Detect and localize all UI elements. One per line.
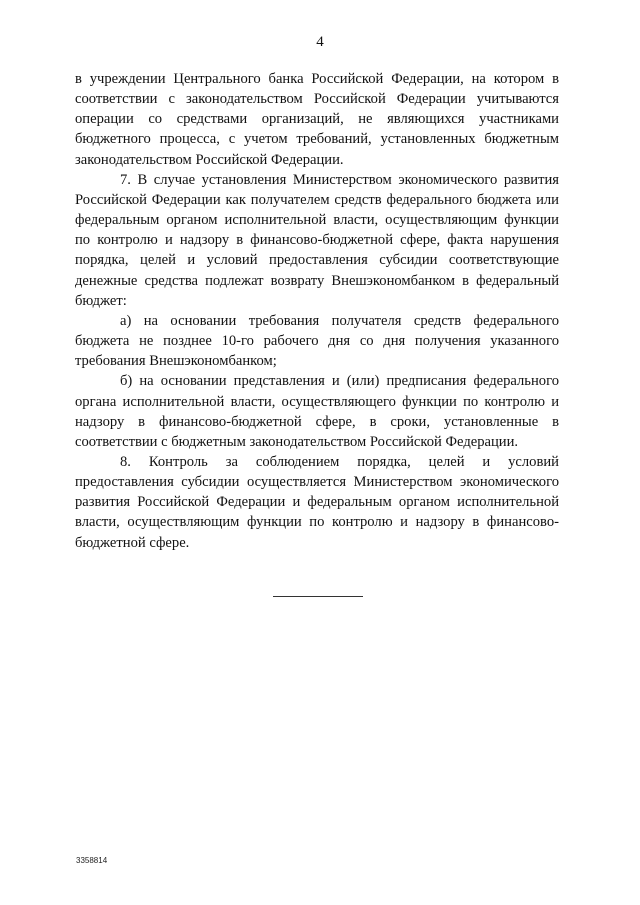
paragraph-item-8: 8. Контроль за соблюдением порядка, целей и условий предоставления субсидии осуществляется Министерством экономического развития Российской Федерации и федеральным органом исполнительной власти, осуществляющим функции по контролю и надзору в финансово-бюджетной сфере. [75, 453, 559, 551]
paragraph-continuation: в учреждении Центрального банка Российской Федерации, на котором в соответствии с законодательством Российской Федерации учитываются операции со средствами организаций, не являющихся участниками бюджетного процесса, с учетом требований, установленных бюджетным законодательством Российской Федерации. [75, 71, 559, 168]
paragraph-item-7: 7. В случае установления Министерством экономического развития Российской Федерации как получателем средств федерального бюджета или федеральным органом исполнительной власти, осуществляющим функции по контролю и надзору в финансово-бюджетной сфере, факта нарушения порядка, целей и условий предоставления субсидии соответствующие денежные средства подлежат возврату Внешэкономбанком в федеральный бюджет: [75, 171, 559, 309]
paragraph-subitem-b: б) на основании представления и (или) предписания федерального органа исполнительной власти, осуществляющего функции по контролю и надзору в финансово-бюджетной сфере, в сроки, установленные в соответствии с бюджетным законодательством Российской Федерации. [75, 373, 559, 450]
document-code: 3358814 [76, 856, 108, 865]
document-body [75, 69, 559, 553]
page-number: 4 [316, 34, 324, 50]
paragraph-subitem-a: а) на основании требования получателя средств федерального бюджета не позднее 10-го рабочего дня со дня получения указанного требования Внешэкономбанком; [75, 312, 559, 370]
end-of-text-rule [273, 596, 363, 597]
